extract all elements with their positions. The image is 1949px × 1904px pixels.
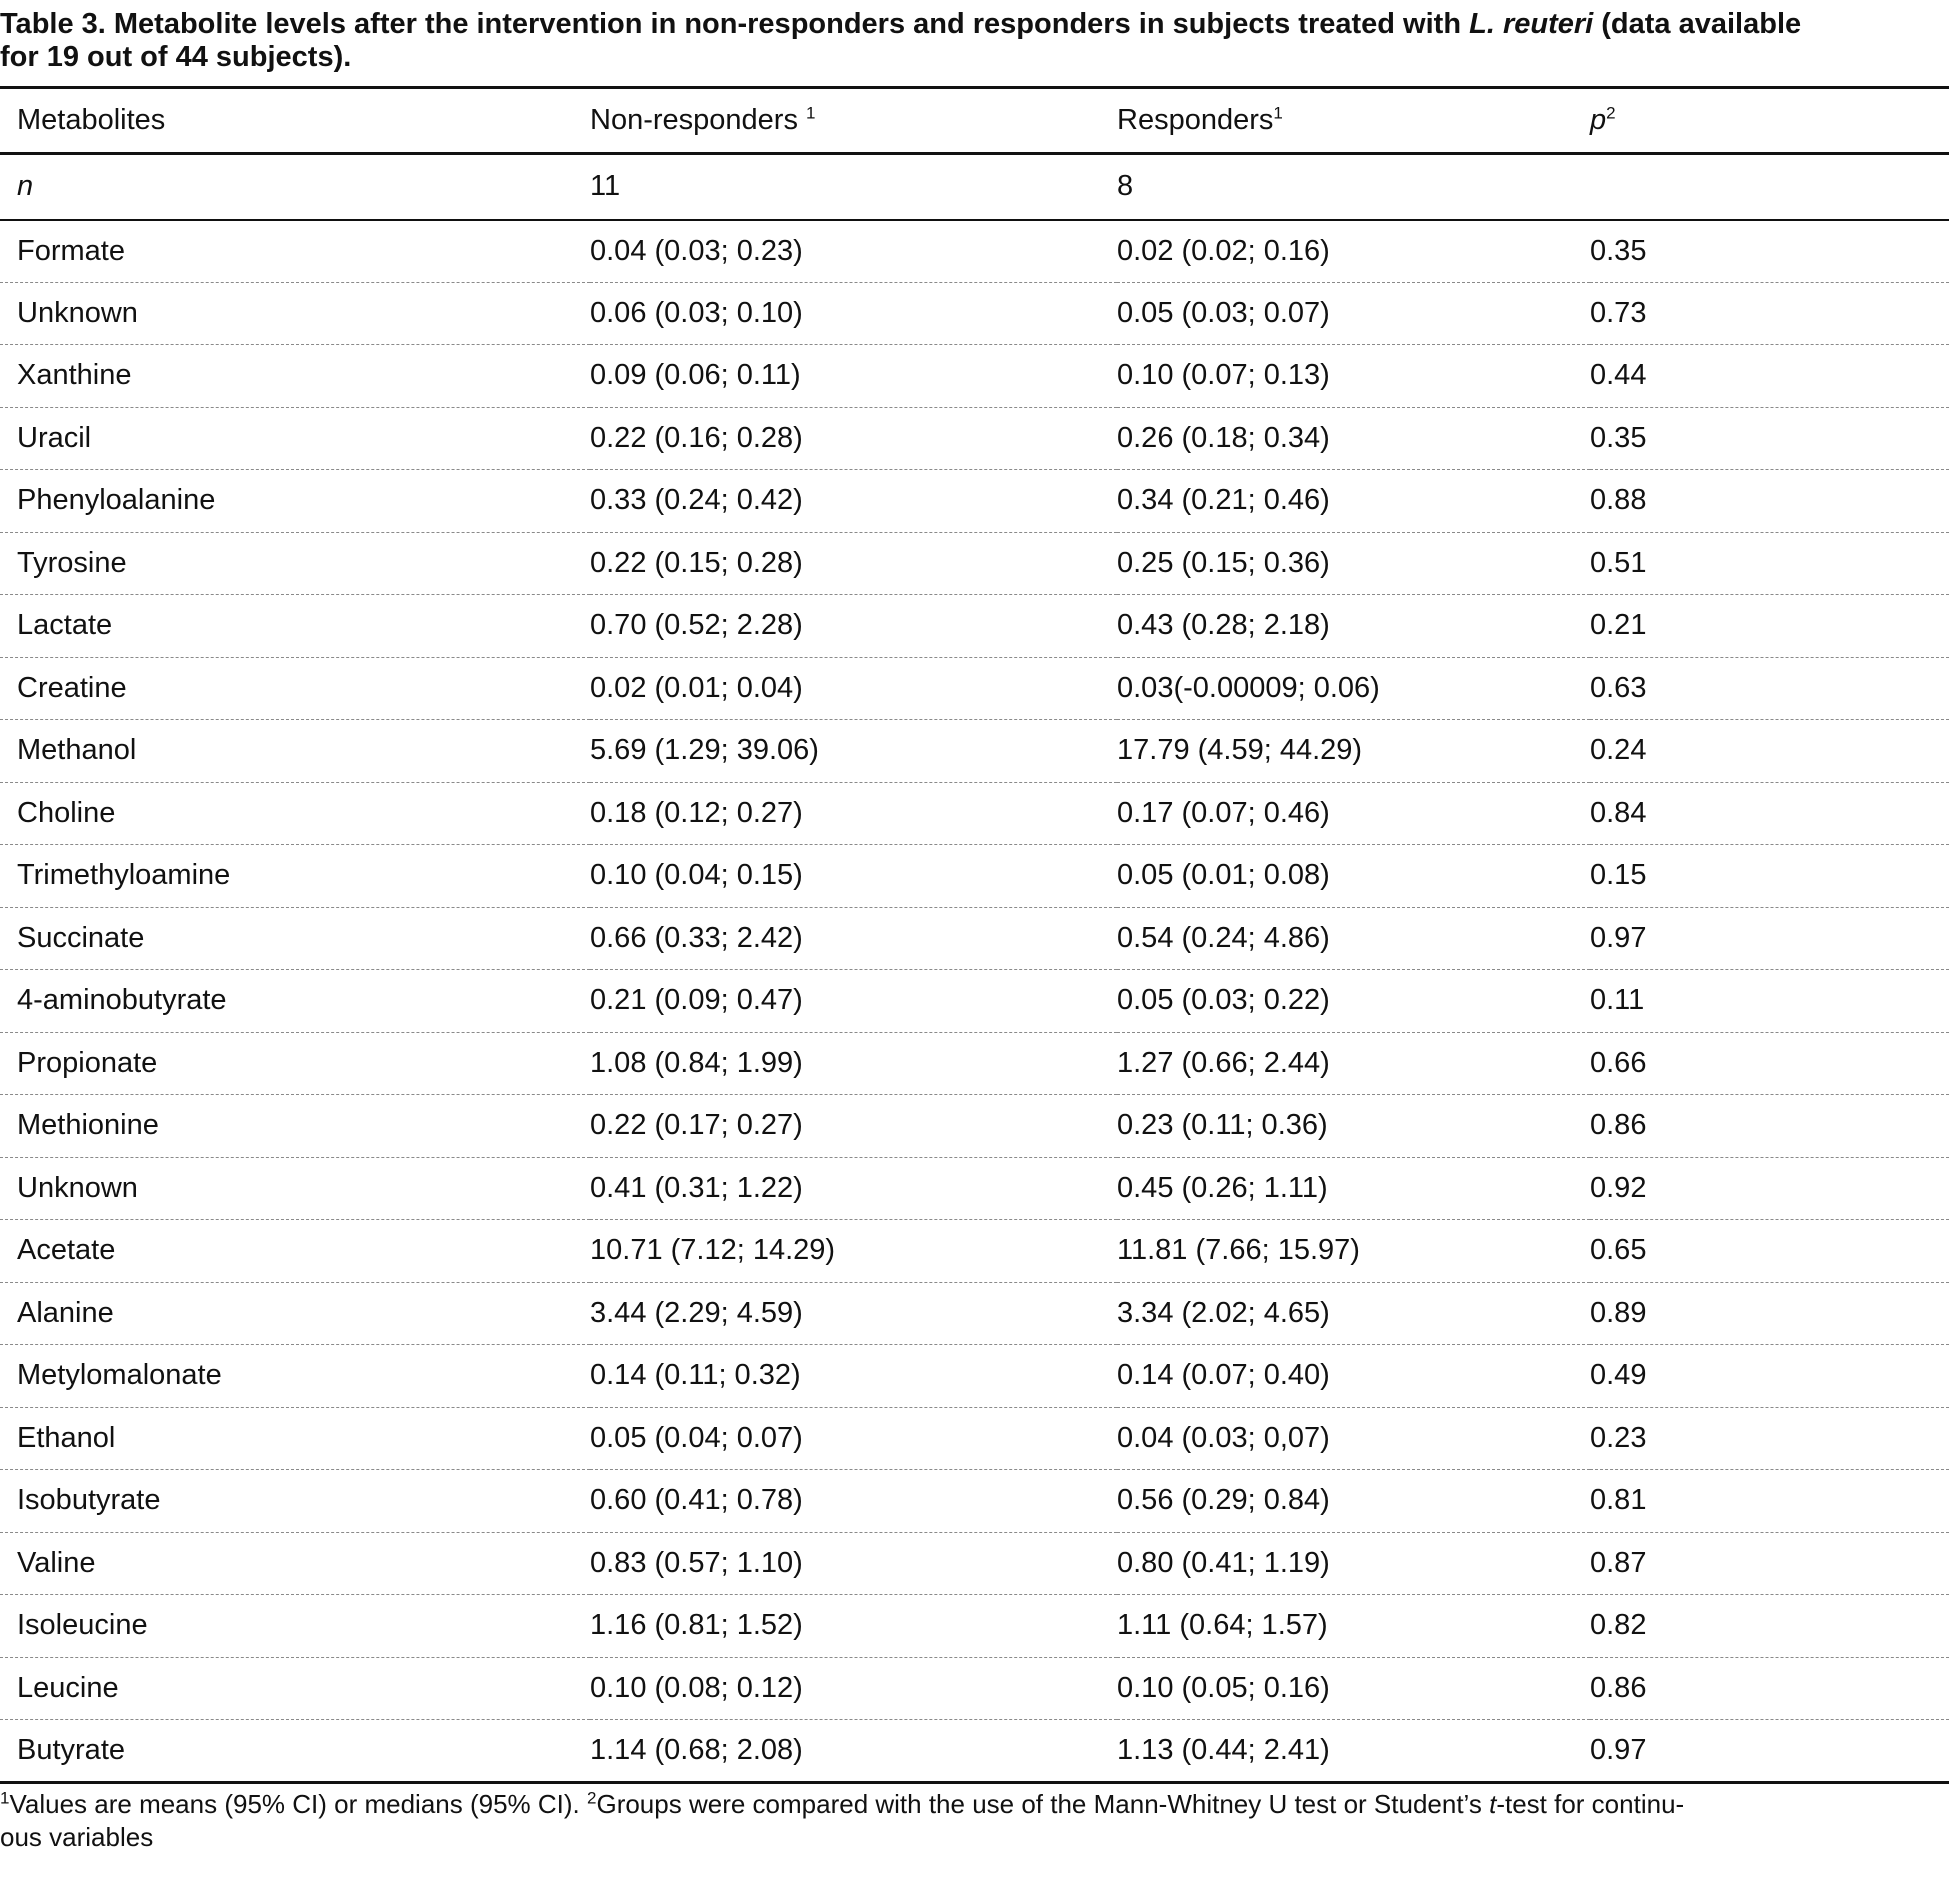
table-row	[0, 1657, 1949, 1720]
non-responders-value-cell: 0.10 (0.08; 0.12)	[590, 1671, 803, 1704]
responders-value-cell: 0.10 (0.07; 0.13)	[1117, 359, 1330, 392]
table-footnote	[0, 1788, 1949, 1854]
responders-value-cell: 0.80 (0.41; 1.19)	[1117, 1546, 1330, 1579]
p-value-cell: 0.97	[1590, 1733, 1647, 1766]
table-row	[0, 907, 1949, 970]
footnote-mark-2: 2	[587, 1788, 597, 1808]
responders-value-cell: 0.54 (0.24; 4.86)	[1117, 921, 1330, 954]
non-responders-value-cell: 0.33 (0.24; 0.42)	[590, 484, 803, 517]
metabolite-name-cell: Unknown	[17, 1171, 138, 1204]
table-row	[0, 282, 1949, 345]
sample-size-row	[0, 154, 1949, 220]
caption-line-1	[0, 8, 1949, 41]
table-row	[0, 1095, 1949, 1158]
responders-value-cell: 0.34 (0.21; 0.46)	[1117, 484, 1330, 517]
responders-value-cell: 0.43 (0.28; 2.18)	[1117, 609, 1330, 642]
footnote-text-2: Groups were compared with the use of the Mann-Whitney U test or Student’s	[596, 1789, 1490, 1819]
non-responders-value-cell: 0.14 (0.11; 0.32)	[590, 1359, 801, 1392]
non-responders-value-cell: 10.71 (7.12; 14.29)	[590, 1234, 836, 1267]
table-row	[0, 1470, 1949, 1533]
non-responders-value-cell: 0.18 (0.12; 0.27)	[590, 796, 803, 829]
metabolite-name-cell: Acetate	[17, 1234, 116, 1267]
responders-value-cell: 0.05 (0.03; 0.07)	[1117, 296, 1330, 329]
p-value-cell: 0.66	[1590, 1046, 1647, 1079]
table-row	[0, 845, 1949, 908]
table-row	[0, 1345, 1949, 1408]
metabolite-name-cell: Formate	[17, 234, 125, 267]
table-row	[0, 345, 1949, 408]
table-row	[0, 1157, 1949, 1220]
p-value-cell: 0.84	[1590, 796, 1647, 829]
metabolite-name-cell: Trimethyloamine	[17, 859, 231, 892]
responders-value-cell: 0.10 (0.05; 0.16)	[1117, 1671, 1330, 1704]
metabolite-name-cell: Unknown	[17, 296, 138, 329]
non-responders-value-cell: 0.04 (0.03; 0.23)	[590, 234, 803, 267]
p-value-cell: 0.11	[1590, 984, 1645, 1017]
p-value-cell: 0.81	[1590, 1484, 1647, 1517]
table-row	[0, 1407, 1949, 1470]
table-row	[0, 220, 1949, 283]
non-responders-value-cell: 0.22 (0.17; 0.27)	[590, 1109, 803, 1142]
responders-value-cell: 0.26 (0.18; 0.34)	[1117, 421, 1330, 454]
header-p-value: $p^2$	[1590, 103, 1616, 136]
table-row	[0, 1595, 1949, 1658]
p-value-cell: 0.15	[1590, 859, 1647, 892]
p-value-cell: 0.35	[1590, 421, 1647, 454]
table-row	[0, 595, 1949, 658]
p-value-cell: 0.35	[1590, 234, 1647, 267]
non-responders-value-cell: 1.16 (0.81; 1.52)	[590, 1609, 803, 1642]
footnote-text-1: Values are means (95% CI) or medians (95% CI).	[9, 1789, 587, 1819]
non-responders-value-cell: 0.60 (0.41; 0.78)	[590, 1484, 803, 1517]
caption-line-2: for 19 out of 44 subjects).	[0, 41, 352, 73]
footnote-line-1	[0, 1788, 1949, 1821]
p-value-cell: 0.65	[1590, 1234, 1647, 1267]
non-responders-value-cell: 0.70 (0.52; 2.28)	[590, 609, 803, 642]
metabolite-name-cell: Metylomalonate	[17, 1359, 222, 1392]
non-responders-value-cell: 0.02 (0.01; 0.04)	[590, 671, 803, 704]
metabolite-name-cell: Lactate	[17, 609, 113, 642]
p-value-cell: 0.23	[1590, 1421, 1647, 1454]
responders-value-cell: 0.45 (0.26; 1.11)	[1117, 1171, 1328, 1204]
header-metabolites: Metabolites	[17, 104, 166, 136]
metabolite-name-cell: Methionine	[17, 1109, 159, 1142]
responders-value-cell: 0.17 (0.07; 0.46)	[1117, 796, 1330, 829]
table-row	[0, 970, 1949, 1033]
table-row	[0, 1532, 1949, 1595]
p-value-cell: 0.73	[1590, 296, 1647, 329]
table-caption	[0, 8, 1949, 74]
table-row	[0, 470, 1949, 533]
non-responders-value-cell: 0.09 (0.06; 0.11)	[590, 359, 801, 392]
p-value-cell: 0.24	[1590, 734, 1647, 767]
responders-value-cell: 0.03(-0.00009; 0.06)	[1117, 671, 1380, 704]
metabolite-name-cell: Butyrate	[17, 1733, 125, 1766]
metabolite-name-cell: Tyrosine	[17, 546, 127, 579]
caption-species: L. reuteri	[1469, 8, 1594, 40]
table-body	[0, 154, 1949, 1783]
p-value-cell: 0.21	[1590, 609, 1647, 642]
header-p-footnote-mark: 2	[1606, 103, 1616, 123]
non-responders-value-cell: 0.83 (0.57; 1.10)	[590, 1546, 803, 1579]
table-row	[0, 532, 1949, 595]
non-responders-value-cell: 0.05 (0.04; 0.07)	[590, 1421, 803, 1454]
metabolite-name-cell: Methanol	[17, 734, 137, 767]
header-responders-footnote-mark: 1	[1273, 103, 1283, 123]
metabolite-name-cell: Valine	[17, 1546, 96, 1579]
non-responders-value-cell: 0.22 (0.15; 0.28)	[590, 546, 803, 579]
metabolite-name-cell: Phenyloalanine	[17, 484, 216, 517]
metabolite-name-cell: Isobutyrate	[17, 1484, 161, 1517]
responders-value-cell: 1.27 (0.66; 2.44)	[1117, 1046, 1330, 1079]
non-responders-value-cell: 0.10 (0.04; 0.15)	[590, 859, 803, 892]
non-responders-value-cell: 3.44 (2.29; 4.59)	[590, 1296, 803, 1329]
responders-value-cell: 1.11 (0.64; 1.57)	[1117, 1609, 1328, 1642]
caption-prefix: Table 3. Metabolite levels after the intervention in non-responders and responders in subjects treated with	[0, 8, 1470, 40]
non-responders-value-cell: 5.69 (1.29; 39.06)	[590, 734, 819, 767]
responders-value-cell: 0.05 (0.01; 0.08)	[1117, 859, 1330, 892]
responders-value-cell: 0.04 (0.03; 0,07)	[1117, 1421, 1330, 1454]
p-value-cell: 0.88	[1590, 484, 1647, 517]
responders-value-cell: 0.25 (0.15; 0.36)	[1117, 546, 1330, 579]
p-value-cell: 0.49	[1590, 1359, 1647, 1392]
footnote-line-2: ous variables	[0, 1822, 154, 1852]
non-responders-value-cell: 0.06 (0.03; 0.10)	[590, 296, 803, 329]
caption-suffix: (data available	[1593, 8, 1802, 40]
non-responders-value-cell: 0.21 (0.09; 0.47)	[590, 984, 803, 1017]
table-row	[0, 1032, 1949, 1095]
metabolite-name-cell: Alanine	[17, 1296, 114, 1329]
p-value-cell: 0.89	[1590, 1296, 1647, 1329]
table-row	[0, 1282, 1949, 1345]
metabolite-name-cell: Succinate	[17, 921, 145, 954]
responders-value-cell: 0.56 (0.29; 0.84)	[1117, 1484, 1330, 1517]
footnote-text-3: -test for continu-	[1496, 1789, 1685, 1819]
non-responders-value-cell: 0.22 (0.16; 0.28)	[590, 421, 803, 454]
responders-value-cell: 1.13 (0.44; 2.41)	[1117, 1733, 1330, 1766]
p-value-cell: 0.86	[1590, 1109, 1647, 1142]
table-row	[0, 1720, 1949, 1783]
metabolite-name-cell: Creatine	[17, 671, 127, 704]
header-non-responders-footnote-mark: 1	[806, 103, 816, 123]
metabolite-name-cell: 4-aminobutyrate	[17, 984, 227, 1017]
metabolite-name-cell: Uracil	[17, 421, 92, 454]
non-responders-value-cell: 0.66 (0.33; 2.42)	[590, 921, 803, 954]
responders-value-cell: 0.14 (0.07; 0.40)	[1117, 1359, 1330, 1392]
table-row	[0, 1220, 1949, 1283]
metabolite-name-cell: Leucine	[17, 1671, 119, 1704]
table-header	[0, 88, 1949, 154]
metabolite-name-cell: Ethanol	[17, 1421, 116, 1454]
p-value-cell: 0.44	[1590, 359, 1647, 392]
responders-value-cell: 0.05 (0.03; 0.22)	[1117, 984, 1330, 1017]
responders-value-cell: 0.02 (0.02; 0.16)	[1117, 234, 1330, 267]
p-value-cell: 0.63	[1590, 671, 1647, 704]
p-value-cell: 0.87	[1590, 1546, 1647, 1579]
non-responders-value-cell: 1.08 (0.84; 1.99)	[590, 1046, 803, 1079]
header-responders: Responders$^1$	[1117, 103, 1283, 136]
table-row	[0, 720, 1949, 783]
responders-value-cell: 3.34 (2.02; 4.65)	[1117, 1296, 1330, 1329]
metabolite-name-cell: Xanthine	[17, 359, 132, 392]
p-value-cell: 0.51	[1590, 546, 1647, 579]
footnote-mark-1: 1	[0, 1788, 10, 1808]
p-value-cell: 0.92	[1590, 1171, 1647, 1204]
non-responders-value-cell: 1.14 (0.68; 2.08)	[590, 1733, 803, 1766]
footnote-t: t	[1489, 1789, 1497, 1819]
p-value-cell: 0.86	[1590, 1671, 1647, 1704]
metabolite-name-cell: Choline	[17, 796, 116, 829]
responders-value-cell: 0.23 (0.11; 0.36)	[1117, 1109, 1328, 1142]
non-responders-value-cell: 0.41 (0.31; 1.22)	[590, 1171, 803, 1204]
metabolite-name-cell: Isoleucine	[17, 1609, 148, 1642]
table-row	[0, 407, 1949, 470]
n-responders: 8	[1117, 170, 1134, 203]
responders-value-cell: 11.81 (7.66; 15.97)	[1117, 1234, 1360, 1267]
p-value-cell: 0.82	[1590, 1609, 1647, 1642]
responders-value-cell: 17.79 (4.59; 44.29)	[1117, 734, 1363, 767]
table-row	[0, 657, 1949, 720]
n-non-responders: 11	[590, 170, 621, 203]
n-label: n	[17, 170, 34, 203]
header-row	[0, 88, 1949, 154]
n-p-value	[1590, 154, 1949, 220]
metabolite-name-cell: Propionate	[17, 1046, 158, 1079]
table-row	[0, 782, 1949, 845]
p-value-cell: 0.97	[1590, 921, 1647, 954]
metabolite-table	[0, 86, 1949, 1784]
header-non-responders: Non-responders $^1$	[590, 103, 816, 136]
